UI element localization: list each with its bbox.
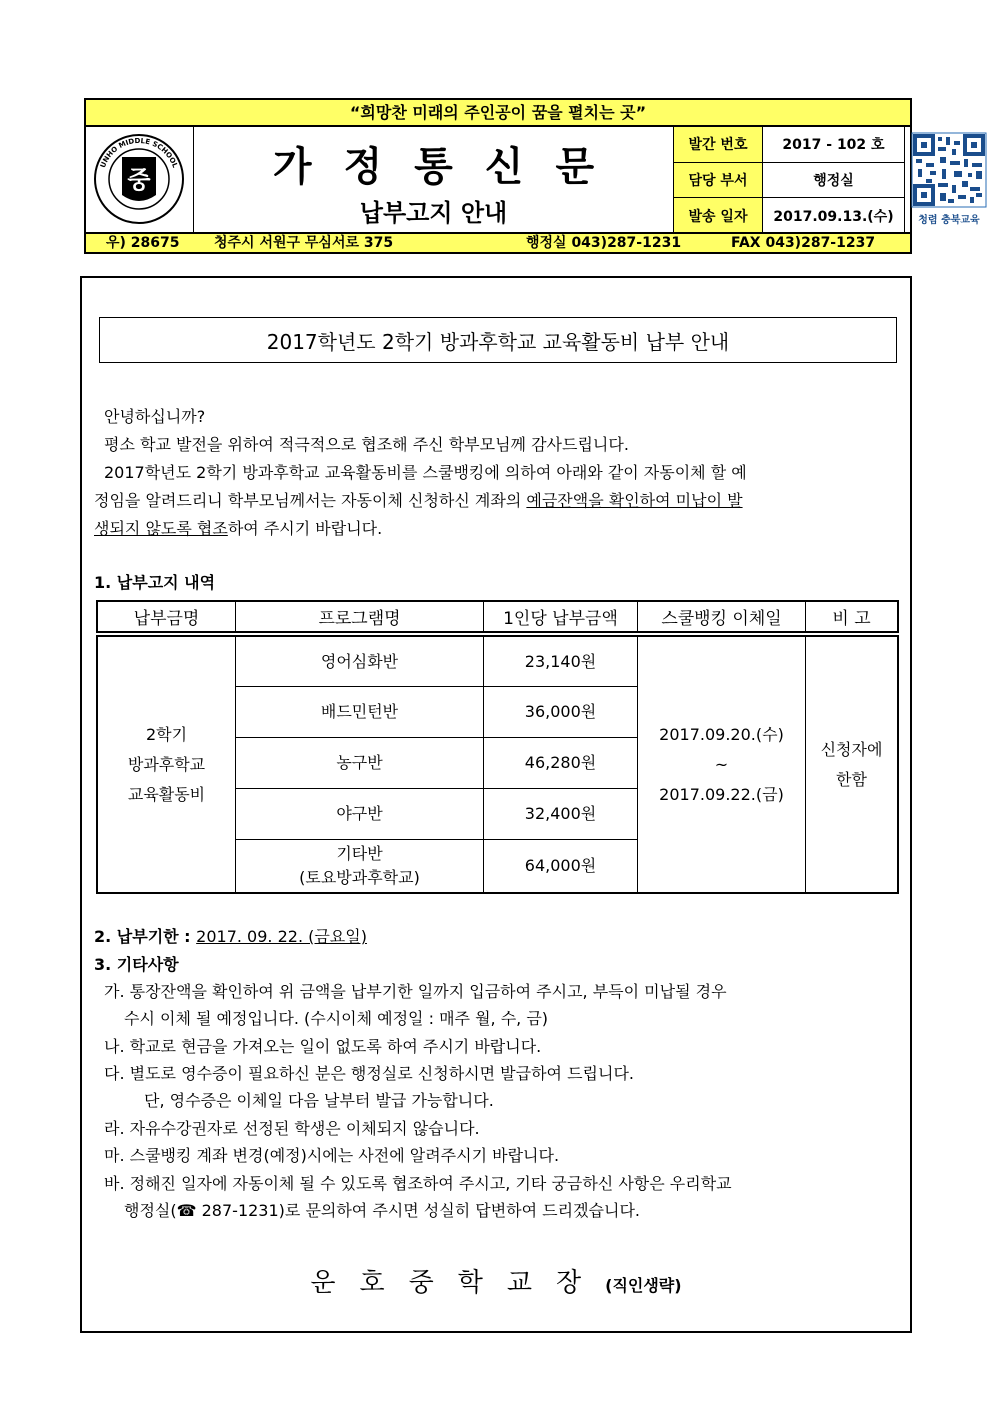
- qr-code-block: [904, 127, 992, 234]
- street-address: 청주시 서원구 무심서로 375: [214, 235, 394, 251]
- newsletter-header: [84, 98, 980, 254]
- notice-paragraph-line1: 2017학년도 2학기 방과후학교 교육활동비를 스쿨뱅킹에 의하여 아래와 같이 자동이체 할 예: [104, 463, 747, 482]
- table-row-program: 영어심화반: [320, 651, 399, 671]
- col-amount: 1인당 납부금액: [484, 602, 638, 631]
- col-program: 프로그램명: [236, 602, 484, 631]
- section-1-heading: 1. 납부고지 내역: [94, 573, 216, 592]
- list-item: 라. 자유수강권자로 선정된 학생은 이체되지 않습니다.: [104, 1119, 480, 1138]
- col-fee-name: 납부금명: [98, 602, 236, 631]
- list-item: 행정실(☎ 287-1231)로 문의하여 주시면 성실히 답변하여 드리겠습니다.: [124, 1201, 640, 1220]
- svg-text:중: 중: [127, 166, 151, 194]
- section-3-heading: 3. 기타사항: [94, 955, 179, 974]
- payment-table-header: [96, 600, 899, 633]
- col-transfer-date: 스쿨뱅킹 이체일: [638, 602, 806, 631]
- list-item: 마. 스쿨뱅킹 계좌 변경(예정)시에는 사전에 알려주시기 바랍니다.: [104, 1146, 560, 1165]
- svg-text:청렴 충북교육: 청렴 충북교육: [918, 215, 980, 226]
- transfer-date-cell: 2017.09.20.(수) ~ 2017.09.22.(금): [659, 724, 784, 804]
- section-2-heading: 2. 납부기한 : 2017. 09. 22. (금요일): [94, 927, 367, 946]
- list-item: 가. 통장잔액을 확인하여 위 금액을 납부기한 일까지 입금하여 주시고, 부득이 미납될 경우: [104, 982, 727, 1001]
- thanks-line: 평소 학교 발전을 위하여 적극적으로 협조해 주신 학부모님께 감사드립니다.: [104, 435, 629, 454]
- table-row-program: 야구반: [336, 804, 383, 823]
- fax-number: FAX 043)287-1237: [731, 235, 876, 251]
- table-row-program: 농구반: [336, 753, 383, 772]
- newsletter-subtitle: 납부고지 안내: [359, 199, 508, 227]
- payment-table: [96, 635, 899, 894]
- info-values: [763, 127, 905, 234]
- newsletter-title: 가정통신문: [272, 144, 627, 190]
- school-logo: [86, 127, 194, 234]
- table-row-amount: 32,400원: [524, 804, 597, 823]
- department-label: 담당 부서: [674, 163, 762, 199]
- list-item: 수시 이체 될 예정입니다. (수시이체 예정일 : 매주 월, 수, 금): [124, 1009, 549, 1028]
- svg-text:UNHO MIDDLE SCHOOL: UNHO MIDDLE SCHOOL: [98, 136, 180, 169]
- payment-deadline: 2017. 09. 22. (금요일): [196, 927, 367, 946]
- table-row-program: 기타반 (토요방과후학교): [299, 844, 420, 887]
- principal-signature: 운호중학교장: [310, 1268, 606, 1298]
- table-row-amount: 36,000원: [524, 702, 597, 721]
- document-title: 2017학년도 2학기 방과후학교 교육활동비 납부 안내: [99, 317, 897, 363]
- signature: [0, 1262, 992, 1299]
- title-block: [194, 127, 674, 234]
- list-item: 다. 별도로 영수증이 필요하신 분은 행정실로 신청하시면 발급하여 드립니다.: [104, 1064, 634, 1083]
- send-date-value: 2017.09.13.(수): [773, 208, 894, 225]
- list-item: 나. 학교로 현금을 가져오는 일이 없도록 하여 주시기 바랍니다.: [104, 1037, 542, 1056]
- seal-omitted-note: (직인생략): [605, 1276, 682, 1295]
- fee-name-cell: 2학기 방과후학교 교육활동비: [127, 724, 206, 804]
- send-date-label: 발송 일자: [674, 198, 762, 234]
- address-bar: [86, 232, 910, 252]
- notice-paragraph-line3: 생되지 않도록 협조하여 주시기 바랍니다.: [94, 519, 383, 538]
- department-value: 행정실: [763, 163, 904, 199]
- qr-code-icon: [904, 127, 992, 232]
- postal-code: 우) 28675: [106, 235, 180, 251]
- list-item: 단, 영수증은 이체일 다음 날부터 발급 가능합니다.: [144, 1091, 494, 1110]
- issue-number-value: 2017 - 102 호: [763, 127, 904, 163]
- note-cell: 신청자에 한함: [820, 739, 883, 789]
- greeting: 안녕하십니까?: [104, 407, 206, 426]
- table-row-amount: 46,280원: [524, 753, 597, 772]
- school-emblem-icon: [86, 127, 192, 232]
- underlined-balance-notice: 예금잔액을 확인하여 미납이 발: [526, 491, 743, 510]
- office-phone: 행정실 043)287-1231: [526, 235, 682, 251]
- col-note: 비 고: [832, 609, 871, 629]
- notice-paragraph-line2: 정임을 알려드리니 학부모님께서는 자동이체 신청하신 계좌의 예금잔액을 확인하여 미납이 발: [94, 491, 743, 510]
- info-labels: [674, 127, 763, 234]
- table-row-amount: 64,000원: [524, 856, 597, 875]
- table-row-program: 배드민턴반: [320, 702, 399, 721]
- issue-number-label: 발간 번호: [674, 127, 762, 163]
- table-row-amount: 23,140원: [524, 651, 597, 671]
- list-item: 바. 정해진 일자에 자동이체 될 수 있도록 협조하여 주시고, 기타 궁금하신 사항은 우리학교: [104, 1174, 732, 1193]
- school-motto: “희망찬 미래의 주인공이 꿈을 펼치는 곳”: [86, 100, 910, 127]
